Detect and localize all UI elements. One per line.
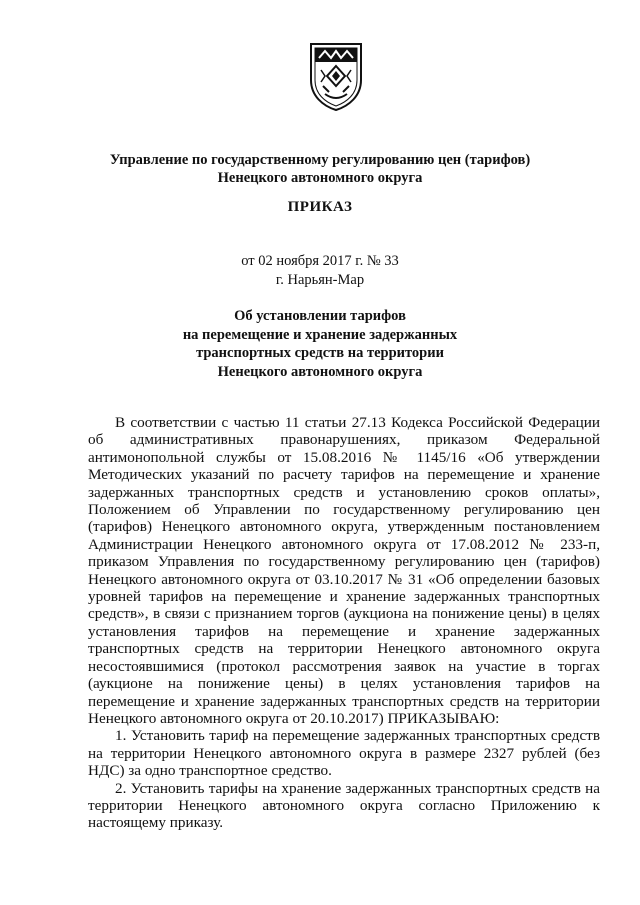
subject-line4: Ненецкого автономного округа [217, 363, 423, 380]
org-name [0, 151, 640, 187]
document-subject [0, 307, 640, 381]
document-meta [0, 252, 640, 289]
subject-line1: Об установлении тарифов [234, 308, 406, 324]
document-body [88, 414, 600, 832]
preamble-paragraph: В соответствии с частью 11 статьи 27.13 Кодекса Российской Федерации об административных правонарушениях, приказом Федеральной антимонопольной службы от 15.08.2016 № 1145/16 «Об утверждении Методических указаний по расчету тарифов на перемещение и хранение задержанных транспортных средств и установлению сроков оплаты», Положением об Управлении по государственному регулированию цен (тарифов) Ненецкого автономного округа, утвержденным постановлением Администрации Ненецкого автономного округа от 17.08.2012 № 233-п, приказом Управления по государственному регулированию цен (тарифов) Ненецкого автономного округа от 03.10.2017 № 31 «Об определении базовых уровней тарифов на перемещение и хранение задержанных транспортных средств», в связи с признанием торгов (аукциона на понижение цены) в целях установления тарифов на перемещение и хранение задержанных транспортных средств на территории Ненецкого автономного округа несостоявшимися (протокол рассмотрения заявок на участие в торгах (аукционе на понижение цены) в целях установления тарифов на перемещение и хранение задержанных транспортных средств на территории Ненецкого автономного округа от 20.10.2017) ПРИКАЗЫВАЮ: [88, 414, 600, 727]
coat-of-arms-icon [307, 40, 365, 112]
subject-line3: транспортных средств на территории [196, 345, 444, 361]
city: г. Нарьян-Мар [275, 271, 365, 288]
document-type: ПРИКАЗ [287, 199, 353, 215]
date-number: от 02 ноября 2017 г. № 33 [241, 253, 399, 269]
subject-line2: на перемещение и хранение задержанных [182, 326, 458, 343]
org-name-line1: Управление по государственному регулированию цен (тарифов) [109, 152, 531, 168]
order-item-1: 1. Установить тариф на перемещение задержанных транспортных средств на территории Ненецкого автономного округа в размере 2327 рублей (без НДС) за одно транспортное средство. [88, 727, 600, 780]
org-name-line2: Ненецкого автономного округа [217, 170, 423, 186]
order-item-2: 2. Установить тарифы на хранение задержанных транспортных средств на территории Ненецкого автономного округа согласно Приложению к настоящему приказу. [88, 779, 600, 832]
